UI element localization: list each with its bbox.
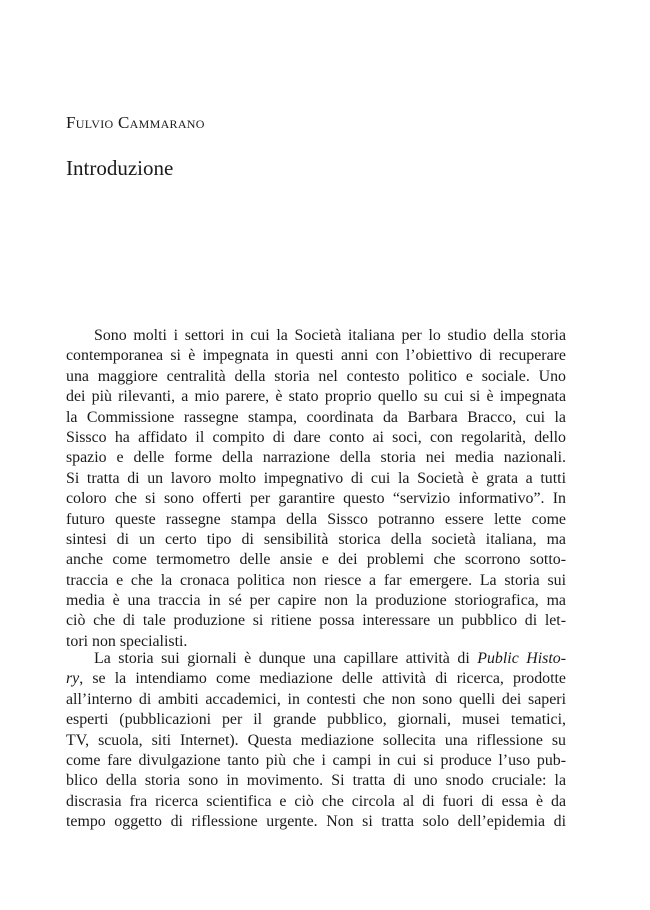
paragraph-line: all’interno di ambiti accademici, in contesti che non sono quelli dei saperi [66,690,566,708]
text-run: , se la intendiamo come mediazione delle attività di ricerca, prodotte [79,670,566,688]
paragraph-line: spazio e delle forme della narrazione della storia nei media nazionali. [66,449,566,467]
chapter-title: Introduzione [66,156,174,180]
text-run: La storia sui giornali è dunque una capillare attività di [94,650,478,667]
paragraph-line: la Commissione rassegne stampa, coordinata da Barbara Bracco, cui la [66,408,566,426]
paragraph-line: traccia e che la cronaca politica non riesce a far emergere. La storia sui [66,571,566,589]
paragraph-line: contemporanea si è impegnata in questi anni con l’obiettivo di recuperare [66,347,566,365]
paragraph-line: coloro che si sono offerti per garantire questo “servizio informativo”. In [66,490,566,508]
paragraph-line: esperti (pubblicazioni per il grande pubblico, giornali, musei tematici, [66,711,566,729]
paragraph-line: sintesi di un certo tipo di sensibilità storica della società italiana, ma [66,530,566,548]
paragraph-line: tori non specialisti. [66,632,188,650]
paragraph-line [66,649,566,669]
paragraph-line: una maggiore centralità della storia nel contesto politico e sociale. Uno [66,367,566,385]
paragraph-line: blico della storia sono in movimento. Si tratta di uno snodo cruciale: la [66,772,566,790]
paragraph-line [66,669,566,689]
author-name: Fulvio Cammarano [66,113,205,132]
paragraph-2 [66,649,566,833]
paragraph-line: discrasia fra ricerca scientifica e ciò che circola al di fuori di essa è da [66,792,566,810]
paragraph-line: tempo oggetto di riflessione urgente. Non si tratta solo dell’epidemia di [66,813,566,831]
paragraph-line: come fare divulgazione tanto più che i campi in cui si produce l’uso pub- [66,751,566,769]
paragraph-line: TV, scuola, siti Internet). Questa mediazione sollecita una riflessione su [66,731,566,749]
paragraph-line: futuro queste rassegne stampa della Sissco potranno essere lette come [66,510,566,528]
paragraph-line: ciò che di tale produzione si ritiene possa interessare un pubblico di let- [66,612,566,630]
italic-term: Public Histo- [477,650,566,667]
paragraph-line: anche come termometro delle ansie e dei problemi che scorrono sotto- [66,551,566,569]
paragraph-line: Si tratta di un lavoro molto impegnativo di cui la Società è grata a tutti [66,469,566,487]
paragraph-1 [66,326,566,652]
paragraph-line: dei più rilevanti, a mio parere, è stato proprio quello su cui si è impegnata [66,388,566,406]
paragraph-line: Sono molti i settori in cui la Società italiana per lo studio della storia [94,327,566,344]
paragraph-line: Sissco ha affidato il compito di dare conto ai soci, con regolarità, dello [66,428,566,446]
italic-term: ry [66,670,80,688]
paragraph-line: media è una traccia in sé per capire non la produzione storiografica, ma [66,592,566,610]
